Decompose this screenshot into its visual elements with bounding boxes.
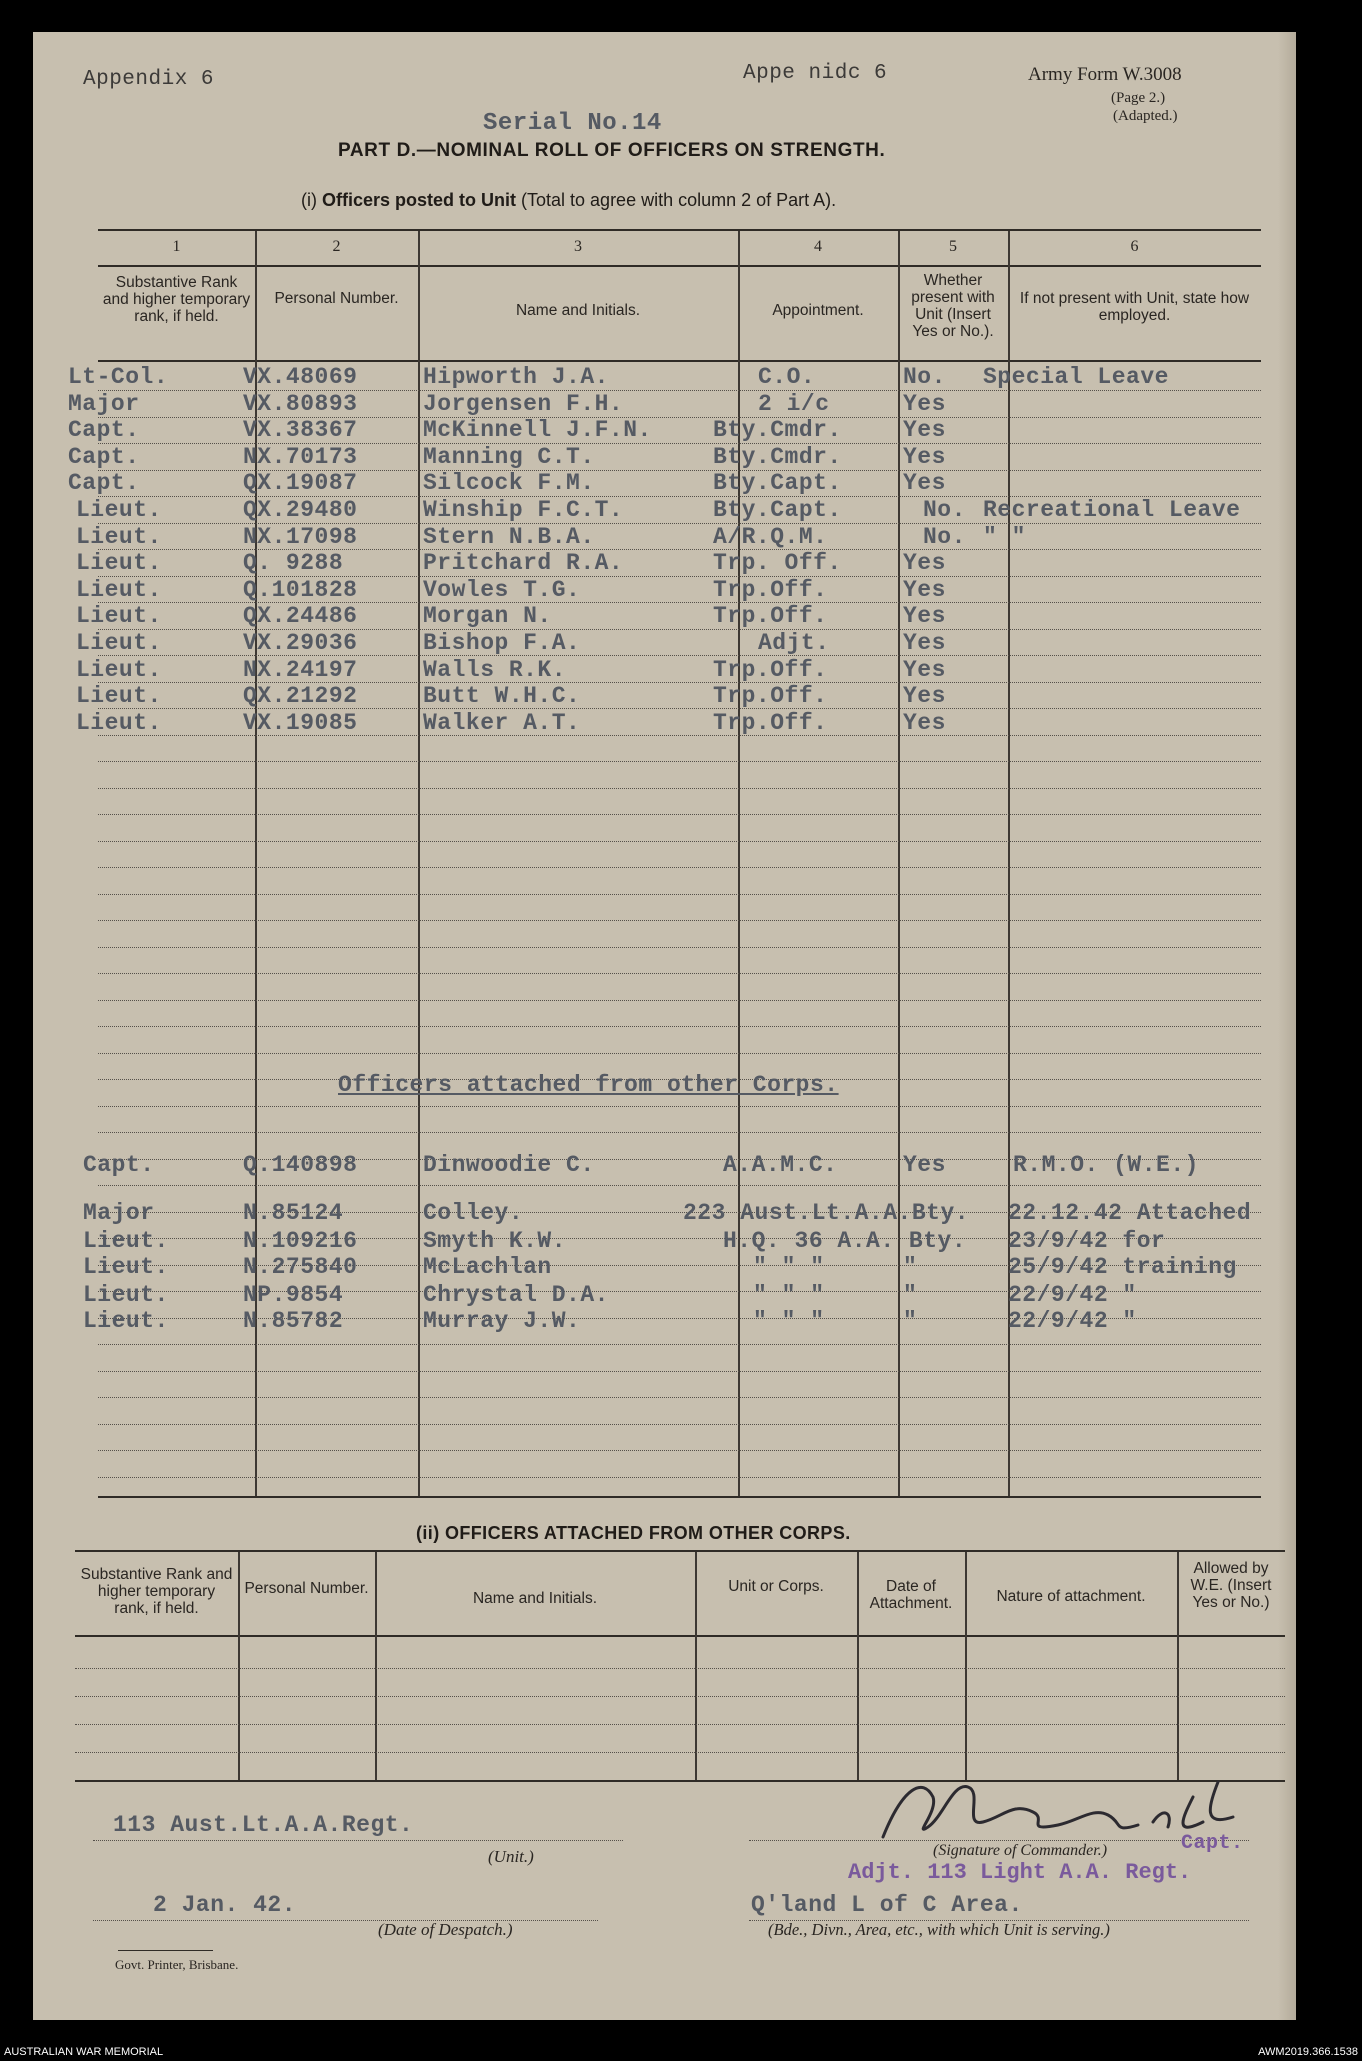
row-guide-line — [98, 814, 1261, 815]
roll-number: QX.29480 — [243, 497, 358, 523]
roll-number: VX.48069 — [243, 364, 358, 390]
attached-rank: Capt. — [83, 1152, 155, 1178]
adapted-note: (Adapted.) — [1113, 108, 1178, 124]
row-guide-line — [98, 1344, 1261, 1345]
roll-rank: Capt. — [68, 470, 140, 496]
roll-appointment: Trp.Off. — [713, 657, 828, 683]
roll-number: Q.101828 — [243, 577, 358, 603]
appendix-label-right: Appe nidc 6 — [743, 62, 888, 85]
roll-employed: " " — [983, 524, 1026, 550]
roll-name: Butt W.H.C. — [423, 683, 581, 709]
row-guide-line — [98, 1450, 1261, 1451]
despatch-date: 2 Jan. 42. — [153, 1892, 297, 1918]
roll-rank: Lieut. — [76, 603, 162, 629]
attached-rank: Lieut. — [83, 1228, 169, 1254]
attached-appointment: " " " — [753, 1282, 825, 1308]
roll-number: VX.29036 — [243, 630, 358, 656]
section-ii-column-header: Personal Number. — [244, 1580, 369, 1597]
section-ii-row-line — [75, 1724, 1285, 1725]
row-guide-line — [98, 1185, 1261, 1186]
section-ii-column-header: Name and Initials. — [472, 1590, 598, 1607]
roll-rank: Lieut. — [76, 550, 162, 576]
roll-present: Yes — [903, 550, 946, 576]
column-header: Name and Initials. — [515, 302, 641, 319]
attached-number: Q.140898 — [243, 1152, 358, 1178]
attached-employed: 22/9/42 " — [1008, 1282, 1137, 1308]
roll-employed: Special Leave — [983, 364, 1169, 390]
attached-employed: 25/9/42 training — [1008, 1254, 1237, 1280]
section-i-prefix: (i) — [301, 190, 322, 210]
archive-reference: AWM2019.366.1538 — [1258, 2046, 1358, 2058]
attached-rank: Major — [83, 1200, 155, 1226]
date-line — [93, 1920, 598, 1921]
roll-appointment: Trp.Off. — [713, 577, 828, 603]
attached-appointment: H.Q. 36 A.A. Bty. — [723, 1228, 967, 1254]
roll-present: Yes — [903, 577, 946, 603]
attached-present: " — [903, 1254, 918, 1280]
serial-number: Serial No.14 — [483, 110, 662, 137]
page-note: (Page 2.) — [1111, 90, 1166, 106]
section-ii-top-rule — [75, 1550, 1285, 1552]
section-ii-column-divider — [857, 1552, 859, 1780]
section-i-bold: Officers posted to Unit — [322, 190, 517, 210]
attached-name: Murray J.W. — [423, 1308, 581, 1334]
attached-name: Chrystal D.A. — [423, 1282, 609, 1308]
roll-name: Winship F.C.T. — [423, 497, 624, 523]
section-i-rest: (Total to agree with column 2 of Part A). — [516, 190, 837, 210]
attached-present: " — [903, 1308, 918, 1334]
column-divider — [898, 231, 900, 1496]
archive-credit: AUSTRALIAN WAR MEMORIAL — [4, 2046, 164, 2058]
roll-name: Pritchard R.A. — [423, 550, 624, 576]
roll-appointment: Bty.Cmdr. — [713, 417, 842, 443]
unit-value: 113 Aust.Lt.A.A.Regt. — [113, 1812, 414, 1838]
column-number-rule — [98, 265, 1261, 267]
table-bottom-rule — [98, 1496, 1261, 1498]
section-ii-column-divider — [238, 1552, 240, 1780]
roll-number: QX.21292 — [243, 683, 358, 709]
attached-appointment: A.A.M.C. — [723, 1152, 838, 1178]
attached-name: McLachlan — [423, 1254, 552, 1280]
roll-present: Yes — [903, 444, 946, 470]
roll-name: Walker A.T. — [423, 710, 581, 736]
roll-name: Stern N.B.A. — [423, 524, 595, 550]
column-number: 2 — [332, 238, 341, 255]
attached-number: N.85782 — [243, 1308, 344, 1334]
attached-name: Dinwoodie C. — [423, 1152, 595, 1178]
area-value: Q'land L of C Area. — [751, 1892, 1023, 1918]
attached-employed: 22.12.42 Attached — [1008, 1200, 1252, 1226]
roll-present: Yes — [903, 470, 946, 496]
attached-rank: Lieut. — [83, 1308, 169, 1334]
section-ii-row-line — [75, 1752, 1285, 1753]
column-header: Substantive Rank and higher temporary rank, if held. — [102, 274, 251, 325]
army-form-number: Army Form W.3008 — [1028, 64, 1182, 85]
roll-name: Hipworth J.A. — [423, 364, 609, 390]
roll-employed: Recreational Leave — [983, 497, 1241, 523]
roll-number: VX.80893 — [243, 391, 358, 417]
roll-present: Yes — [903, 657, 946, 683]
roll-appointment: Bty.Capt. — [713, 470, 842, 496]
row-guide-line — [98, 973, 1261, 974]
roll-name: Jorgensen F.H. — [423, 391, 624, 417]
row-guide-line — [98, 1424, 1261, 1425]
row-guide-line — [98, 1106, 1261, 1107]
roll-rank: Lieut. — [76, 657, 162, 683]
roll-rank: Lt-Col. — [68, 364, 169, 390]
section-ii-column-header: Allowed by W.E. (Insert Yes or No.) — [1190, 1560, 1272, 1611]
roll-present: No. — [903, 364, 946, 390]
roll-present: Yes — [903, 630, 946, 656]
row-guide-line — [98, 1477, 1261, 1478]
row-guide-line — [98, 1053, 1261, 1054]
attached-employed: R.M.O. (W.E.) — [1013, 1152, 1199, 1178]
section-i-title — [301, 190, 836, 211]
roll-appointment: Adjt. — [758, 630, 830, 656]
row-guide-line — [98, 841, 1261, 842]
section-ii-column-header: Date of Attachment. — [869, 1578, 953, 1612]
attached-number: N.109216 — [243, 1228, 358, 1254]
attached-appointment: " " " — [753, 1254, 825, 1280]
section-ii-column-divider — [375, 1552, 377, 1780]
row-guide-line — [98, 867, 1261, 868]
column-divider — [418, 231, 420, 1496]
roll-present: Yes — [903, 391, 946, 417]
attached-number: NP.9854 — [243, 1282, 344, 1308]
roll-name: McKinnell J.F.N. — [423, 417, 652, 443]
signature-label: (Signature of Commander.) — [933, 1842, 1108, 1859]
column-header: Personal Number. — [274, 290, 399, 307]
section-ii-column-divider — [1177, 1552, 1179, 1780]
column-header: If not present with Unit, state how employed. — [1019, 290, 1250, 324]
roll-rank: Lieut. — [76, 577, 162, 603]
section-ii-title: (ii) OFFICERS ATTACHED FROM OTHER CORPS. — [416, 1523, 851, 1543]
roll-appointment: Bty.Capt. — [713, 497, 842, 523]
row-guide-line — [98, 1000, 1261, 1001]
section-ii-column-header: Nature of attachment. — [996, 1588, 1146, 1605]
signature-suffix: Capt. — [1181, 1832, 1244, 1855]
roll-name: Bishop F.A. — [423, 630, 581, 656]
attached-number: N.85124 — [243, 1200, 344, 1226]
row-guide-line — [98, 788, 1261, 789]
column-header: Appointment. — [772, 302, 864, 319]
part-title: PART D.—NOMINAL ROLL OF OFFICERS ON STRENGTH. — [338, 140, 886, 161]
roll-present: Yes — [903, 417, 946, 443]
roll-rank: Capt. — [68, 417, 140, 443]
attached-employed: 22/9/42 " — [1008, 1308, 1137, 1334]
date-label: (Date of Despatch.) — [378, 1920, 513, 1939]
roll-number: NX.17098 — [243, 524, 358, 550]
roll-present: No. — [923, 524, 966, 550]
roll-rank: Lieut. — [76, 524, 162, 550]
roll-number: Q. 9288 — [243, 550, 344, 576]
attached-present: Yes — [903, 1152, 946, 1178]
section-ii-header-rule — [75, 1635, 1285, 1637]
roll-name: Morgan N. — [423, 603, 552, 629]
roll-rank: Capt. — [68, 444, 140, 470]
roll-number: NX.70173 — [243, 444, 358, 470]
column-header: Whether present with Unit (Insert Yes or No.). — [911, 272, 995, 340]
column-number: 1 — [172, 238, 181, 255]
roll-number: QX.19087 — [243, 470, 358, 496]
column-number: 4 — [814, 238, 822, 255]
row-guide-line — [98, 1397, 1261, 1398]
attached-employed: 23/9/42 for — [1008, 1228, 1166, 1254]
section-ii-column-header: Unit or Corps. — [728, 1578, 824, 1595]
roll-number: NX.24197 — [243, 657, 358, 683]
roll-appointment: 2 i/c — [758, 391, 830, 417]
roll-rank: Lieut. — [76, 710, 162, 736]
attached-appointment: 223 Aust.Lt.A.A.Bty. — [683, 1200, 970, 1226]
table-top-rule — [98, 229, 1261, 231]
form-page — [33, 32, 1296, 2020]
header-bottom-rule — [98, 360, 1261, 362]
appendix-label-left: Appendix 6 — [83, 68, 215, 91]
roll-present: Yes — [903, 710, 946, 736]
roll-appointment: Trp. Off. — [713, 550, 842, 576]
roll-name: Walls R.K. — [423, 657, 567, 683]
column-number: 3 — [574, 238, 582, 255]
row-guide-line — [98, 761, 1261, 762]
unit-line — [93, 1840, 623, 1841]
attached-rank: Lieut. — [83, 1254, 169, 1280]
roll-rank: Lieut. — [76, 630, 162, 656]
roll-rank: Lieut. — [76, 683, 162, 709]
row-guide-line — [98, 1026, 1261, 1027]
attached-rank: Lieut. — [83, 1282, 169, 1308]
area-label: (Bde., Divn., Area, etc., with which Unit is serving.) — [768, 1920, 1110, 1939]
printer-imprint: Govt. Printer, Brisbane. — [115, 1957, 239, 1972]
printer-rule — [118, 1950, 213, 1951]
roll-number: VX.38367 — [243, 417, 358, 443]
roll-rank: Major — [68, 391, 140, 417]
roll-name: Vowles T.G. — [423, 577, 581, 603]
section-ii-column-divider — [695, 1552, 697, 1780]
row-guide-line — [98, 920, 1261, 921]
section-ii-column-divider — [965, 1552, 967, 1780]
row-guide-line — [98, 1371, 1261, 1372]
roll-rank: Lieut. — [76, 497, 162, 523]
attached-heading: Officers attached from other Corps. — [338, 1072, 839, 1098]
row-guide-line — [98, 947, 1261, 948]
roll-appointment: Trp.Off. — [713, 603, 828, 629]
roll-present: Yes — [903, 683, 946, 709]
roll-number: VX.19085 — [243, 710, 358, 736]
section-ii-row-line — [75, 1668, 1285, 1669]
roll-present: Yes — [903, 603, 946, 629]
attached-name: Smyth K.W. — [423, 1228, 567, 1254]
roll-appointment: A/R.Q.M. — [713, 524, 828, 550]
attached-appointment: " " " — [753, 1308, 825, 1334]
row-guide-line — [98, 1132, 1261, 1133]
unit-label: (Unit.) — [488, 1847, 534, 1866]
attached-number: N.275840 — [243, 1254, 358, 1280]
roll-number: QX.24486 — [243, 603, 358, 629]
roll-appointment: C.O. — [758, 364, 816, 390]
column-number: 6 — [1130, 238, 1139, 255]
attached-present: " — [903, 1282, 918, 1308]
roll-appointment: Trp.Off. — [713, 683, 828, 709]
section-ii-row-line — [75, 1696, 1285, 1697]
attached-name: Colley. — [423, 1200, 524, 1226]
row-guide-line — [98, 894, 1261, 895]
roll-name: Manning C.T. — [423, 444, 595, 470]
adjutant-stamp: Adjt. 113 Light A.A. Regt. — [848, 1860, 1192, 1885]
roll-appointment: Trp.Off. — [713, 710, 828, 736]
column-number: 5 — [949, 238, 957, 255]
roll-name: Silcock F.M. — [423, 470, 595, 496]
roll-appointment: Bty.Cmdr. — [713, 444, 842, 470]
section-ii-column-header: Substantive Rank and higher temporary rank, if held. — [80, 1566, 233, 1617]
roll-present: No. — [923, 497, 966, 523]
